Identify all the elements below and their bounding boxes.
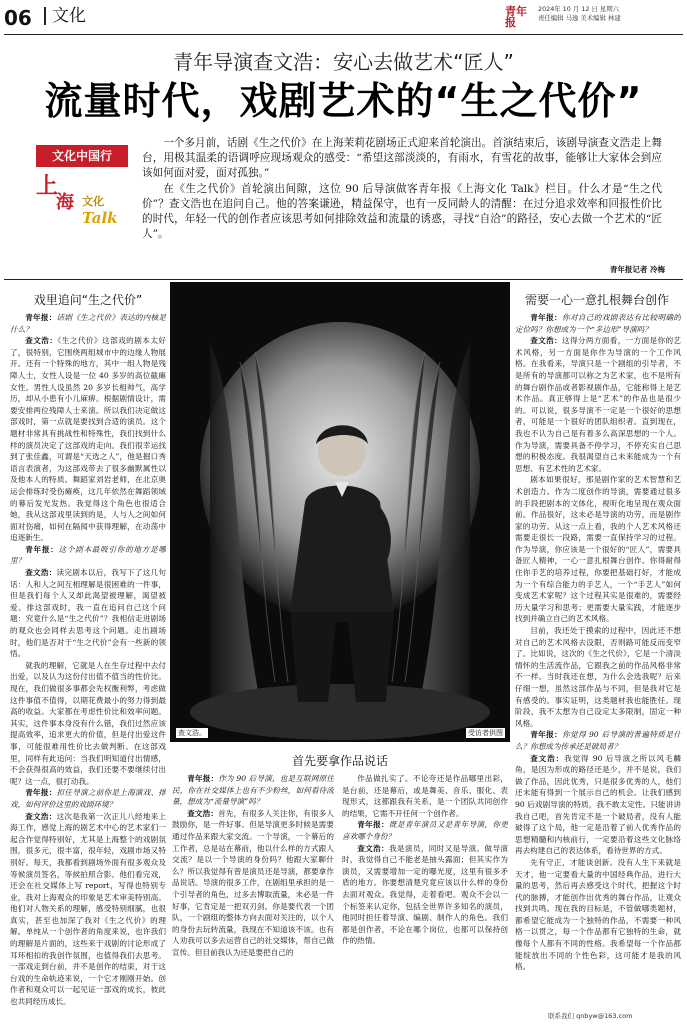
column-logo-line4: Talk: [82, 209, 118, 227]
speaker-label: 青年报：: [530, 730, 563, 740]
speaker-label: 青年报：: [25, 313, 57, 322]
paragraph-text: 话剧《生之代价》表达的内核是什么？: [10, 313, 166, 334]
paragraph-text: 目前，我还处于摸索的过程中，因此还不想对自己的艺术风格去设限，否则路可能反而变窄了。比如说，这次的《生之代价》，它是一个清淡情怀的生活流作品，它跟我之前的作品风格非常不一样。当时我还在想，为什么会选我呢？后来仔细一想，虽然这部作品与不同，但是我对它是有感受的。事实证明，这类题材我也能胜任。现阶段，我不太想为自己设定太多限制，固定一种风格。: [515, 626, 681, 728]
paragraph-text: 担任导演之前你是上海演戏、排戏，如何评价这里的戏剧环境？: [10, 788, 166, 809]
paragraph-text: 先有守正，才能谈创新。没有人生下来就是天才，他一定要看大量的中国经典作品，进行大量的思考，然后再去感受这个时代，把握这个时代的脉搏，才能创作出优秀的舞台作品，让观众找到共鸣。现在我的目标是，不管做哪类题材，都希望它能成为一个独特的作品，不需要一种风格一以贯之，每一个作品都有它独特的生命，就像每个人都有不同的性格。我希望每一个作品都能绽放出不同的个性色彩，这可能才是我的风格。: [515, 857, 681, 972]
newspaper-logo: 青年报: [505, 5, 527, 29]
article-subtitle: 青年导演查文浩：安心去做艺术“匠人”: [173, 50, 514, 74]
interview-question: [515, 729, 681, 752]
paragraph-text: 我觉得 90 后导演之所以风毛麟角，是因为形成的路径还是少，并不是说，我们做了作品，因此优秀，只是很多优秀的人，他们还未能有得到一个展示自己的机会。让我们感到 90 后戏剧导演的特质，我不敢太定性。只能讲讲我自己吧，首先肯定不是一个破局者，没有人能破得了这个局，他一定是沿着了前人优秀作品的思想精髓和内核前行，一定要沿着这些文化脉络再去构建自己的表达体系，看待世界的方式。: [515, 753, 681, 856]
speaker-label: 查文浩：: [357, 843, 390, 853]
interview-answer: [10, 335, 166, 544]
interview-question: [10, 312, 166, 335]
portrait-photo: [170, 282, 510, 742]
column-logo-line1: 上: [36, 173, 59, 199]
speaker-label: 查文浩：: [187, 808, 219, 818]
interview-answer: [515, 753, 681, 857]
issue-meta: [538, 5, 621, 23]
interview-answer: [10, 660, 166, 788]
paragraph-text: 首先，有很多人关注你，有很多人鼓励你，是一件好事。但是导演更多时候是需要通过作品来跟大家交流。一个导演，一个幕后的工作者，总是站在幕前，他以什么样的方式跟人交流？是以一个导演的身份吗？他跟大家聊什么？所以我觉得有曾是演员还是导演，都要拿作品说话。导演的很多工作，在剧组里承担的是一个引导者的角色，过多去博取流量，未必是一件好事，它肯定是一把双刃剑。你是要代表一个团队，一个剧组的整体方向去面对关注的，以个人的身份去玩转流量，我现在不知道该不该。也有人劝我可以多去运营自己的社交媒体，帮自己做宣传。但目前我认为还是要把自己的: [172, 808, 334, 957]
interview-answer: [342, 773, 508, 819]
byline: 青年报记者 冷梅: [609, 265, 665, 274]
interview-question: [342, 819, 508, 842]
interview-question: [515, 312, 681, 335]
left-section-title: 戏里追问“生之代价”: [33, 293, 143, 307]
column-logo-line3: 文化: [82, 195, 104, 208]
photo-caption: 查文浩。: [178, 729, 206, 737]
spotlight-portrait-image: [170, 282, 510, 742]
issue-editors: 责任编辑 马逸 美术编辑 林建: [538, 14, 621, 22]
speaker-label: 查文浩：: [530, 753, 565, 763]
column-logo-line2: 海: [56, 192, 74, 213]
paragraph-text: 这次是我第一次正儿八经地来上海工作，感觉上海的剧艺术中心的艺术家们一起合作觉得特别好，尤其是上海整个的戏剧氛围，很多元，很丰富，很年轻，戏剧市场又特别好。每天，我都看到剧场外面有很多观众及等候演员签名，等候拍照合影。他们看完戏，还会在社交媒体上写 report，写得也特别专业，我对上海观众的印象是艺术审美特别高。他们对人物关系的理解，感受特别细腻，也很真实，甚至也加深了我对《生之代价》的理解。单纯从一个创作者的角度来说，也许我们的理解是片面的，这些来于戏剧的讨论形成了耳环相扣的我创作氛围，也值得我们去思考。一部戏走到台前，并不是创作的结束，对于这台戏的生命轨迹来说，一个它才刚刚开始。创作者和观众可以一起见证一部戏的成长，彼此也共同经历成长。: [10, 811, 166, 1007]
interview-answer: [515, 625, 681, 729]
interview-answer: [10, 811, 166, 1008]
footer-contact: 联系我们 qnbyw@163.com: [548, 1012, 633, 1020]
speaker-label: 查文浩：: [25, 336, 58, 346]
paragraph-text: 这得分两方面看，一方面是你的艺术风格，另一方面是你作为导演的一个工作风格。在我看来，导演只是一个剧组的引导者，不是所有的导演都可以称之为艺术家，也不是所有的舞台剧作品或者影视剧作品，它能称得上是艺术作品。真正够得上是“艺术”的作品也是很少的。可以说，很多导演不一定是一个很好的思想者，可能是一个很好的团队组织者。直到现在，我也不认为自己是有着多么高深思想的一个人。作为导演，需要具备不停学习，不停充实自己思想的积极态度。我很渴望自己未来能成为一个有思想、有艺术性的艺术家。: [515, 336, 681, 473]
article-intro: [142, 136, 662, 243]
photo-credit: 受访者供图: [468, 729, 503, 737]
right-column: [515, 312, 681, 1012]
interview-answer: [515, 474, 681, 625]
speaker-label: 查文浩：: [25, 568, 57, 578]
paragraph-text: 既是青年演员又是青年导演，你更喜欢哪个身份？: [342, 820, 508, 841]
mid-left-column: [172, 773, 334, 1013]
interview-question: [10, 787, 166, 810]
mid-section-title: 首先要拿作品说话: [291, 754, 388, 768]
column-badge: 文化中国行: [36, 145, 128, 167]
speaker-label: 青年报：: [357, 820, 390, 830]
paragraph-text: 读完剧本以后，我写下了这几句话：人和人之间互相理解是很困难的一件事，但是我们每个人又却此渴望被理解，渴望被爱。排这部戏时，我一直在追问自己这个问题：究竟什么是“生之代价”？我相信走进剧场的观众也会同样去思考这个问题。走出剧场时，他们是否对于“生之代价”会有一些新的领悟。: [10, 568, 166, 659]
mid-right-column: [342, 773, 508, 1013]
page-header: [0, 0, 687, 36]
interview-answer: [515, 335, 681, 474]
interview-answer: [342, 843, 508, 947]
speaker-label: 青年报：: [25, 544, 59, 554]
paragraph-text: 我是演员，同时又是导演。做导演时，我觉得自己不能老是抽头露面；但其实作为演员，又需要增加一定的曝光度，这里有很多矛盾的地方。你要想清楚究竟应该以什么样的身份去面对观众。我觉得，走着看吧。观众不会以一个标签来认定你，包括全世界许多知名的演员，他同时担任着导演、编剧、制作人的角色。我们都是创作者，不论在哪个岗位，也都可以保持创作的热情。: [342, 843, 508, 946]
paragraph-text: 剧本如果很好，那是剧作家的艺术智慧和艺术创造力。作为二度创作的导演，需要通过很多的手段把剧本的文体化，视听化地呈现在观众面前。作品很好，这未必是导演的功劳，而是剧作家的功劳。从这一点上看，我的个人艺术风格还需要走很长一段路，需要一直保持学习的过程。作为导演，你应该是一个很好的“匠人”，需要具备匠人精神，一心一意扎根舞台创作。你得耐得住你手艺的培养过程，你要把基础打好，才能成为一个有综合能力的手艺人，一个“手艺人”如何变成艺术家呢？这个过程其实是很难的，需要经历大量学习和思考；更需要大量实践，才能逐步找到并确立自己的艺术风格。: [515, 475, 681, 624]
speaker-label: 查文浩：: [25, 811, 57, 821]
paragraph-text: 你对自己的戏剧表达有比较明确的定位吗？你想成为一个“多边形”导演吗？: [515, 313, 681, 334]
page-number: 06: [4, 6, 32, 30]
interview-answer: [10, 567, 166, 660]
speaker-label: 青年报：: [187, 774, 219, 783]
paragraph-text: 就我的理解，它就是人在生存过程中去付出爱，以及认为这份付出值不值当的性价比。现在，我们做很多事都会先权衡利弊，考虑做这件事值不值得，以期花费最小的努力得到最高的收益。大家都在考虑性价比和效率问题。其实，这件事本身没有什么错，我们过然应该提高效率，追求更大的价值，但是付出爱这件事，可能很难用性价比去做判断。在这部戏里，同样有此追问：当我们明知道付出情感，不会获得很高的效益，我们还要不要继续付出呢？这一点，很打动我。: [10, 660, 166, 786]
right-section-title: 需要一心一意扎根舞台创作: [524, 293, 669, 307]
issue-date: 2024年 10 月 12 日 星期六: [538, 5, 620, 13]
speaker-label: 青年报：: [530, 313, 563, 322]
interview-answer: [172, 808, 334, 959]
intro-paragraph: 在《生之代价》首轮演出间隙，这位 90 后导演做客青年报《上海文化 Talk》栏目。什么才是“生之代价”？查文浩也在追问自己。他的答案谦逊，精益保守，也有一反同龄人的清醒：在过分追求效率和回报性价比的时代，年轻一代的创作者应该思考如何排除效益和流量的诱惑，寻找“自洽”的路径，安心去做一个艺术的“匠人”。: [142, 183, 662, 240]
paragraph-text: 作为 90 后导演，也是互联网原住民，你在社交媒体上也有不少粉丝，如何看待流量，想成为“流量导演”吗？: [172, 774, 334, 807]
paragraph-text: 作品做扎实了。不论夸还是作品哪里出彩，是台前，还是幕后，或是舞美、音乐、服化、表现形式，这都跟我有关系，是一个团队共同创作的结果，它需不开任何一个创作者。: [342, 774, 508, 818]
speaker-label: 青年报：: [25, 788, 57, 798]
header-rule: [4, 34, 683, 35]
paragraph-text: 这个剧本最吸引你的地方是哪里？: [10, 544, 166, 566]
left-column: [10, 312, 166, 1012]
section-name: 文化: [44, 7, 86, 25]
speaker-label: 查文浩：: [530, 336, 563, 346]
interview-answer: [515, 857, 681, 973]
paragraph-text: 你觉得 90 后导演的普遍特质是什么？你想成为传承还是破局者？: [515, 730, 681, 751]
paragraph-text: 《生之代价》这部戏的剧本太好了，很特别，它围绕两组城市中的边缘人物展开。还有一个特殊的地方，其中一组人物是残障人士，女性人设是一位 40 多岁的高位截瘫女性。男性人设虽然 20 多岁长相帅气，高学历，却从小患有小儿麻痹。根据剧情设计，需要安排两位残障人士来演。所以我们决定做这部戏时，第一点就是要找到合适的演员。这个题材非常具有挑战性和特殊性，我们找到什么样的演员决定了这部戏的走向。我们很幸运找到了张佳鑫，可谓是“天选之人”，他是掘口秀语言表演者，为这部戏带去了很多幽默属性以及他本人的特质。舞蹈家刘岩老师，在北京奥运会排练时受伤瘫痪，这几年依然在舞蹈领域的幕后发光发热。我觉得这个角色也很适合她，我从这部戏里读到的是，人与人之间如何面对伤痛，如何在隔阂中获得理解，在动荡中追逐新生。: [10, 336, 166, 543]
interview-question: [172, 773, 334, 808]
interview-question: [10, 544, 166, 567]
article-headline: 流量时代，戏剧艺术的“生之代价”: [44, 79, 643, 123]
column-logo: [36, 173, 128, 235]
intro-paragraph: 一个多月前，话剧《生之代价》在上海茉莉花剧场正式迎来首轮演出。首演结束后，该剧导演查文浩走上舞台，用极其温柔的语调呼应现场观众的感受：“希望这部淡淡的，有雨水，有雪花的故事，能够让大家体会到应该如何面对爱，面对孤独。”: [142, 137, 662, 179]
intro-rule: [4, 279, 683, 280]
